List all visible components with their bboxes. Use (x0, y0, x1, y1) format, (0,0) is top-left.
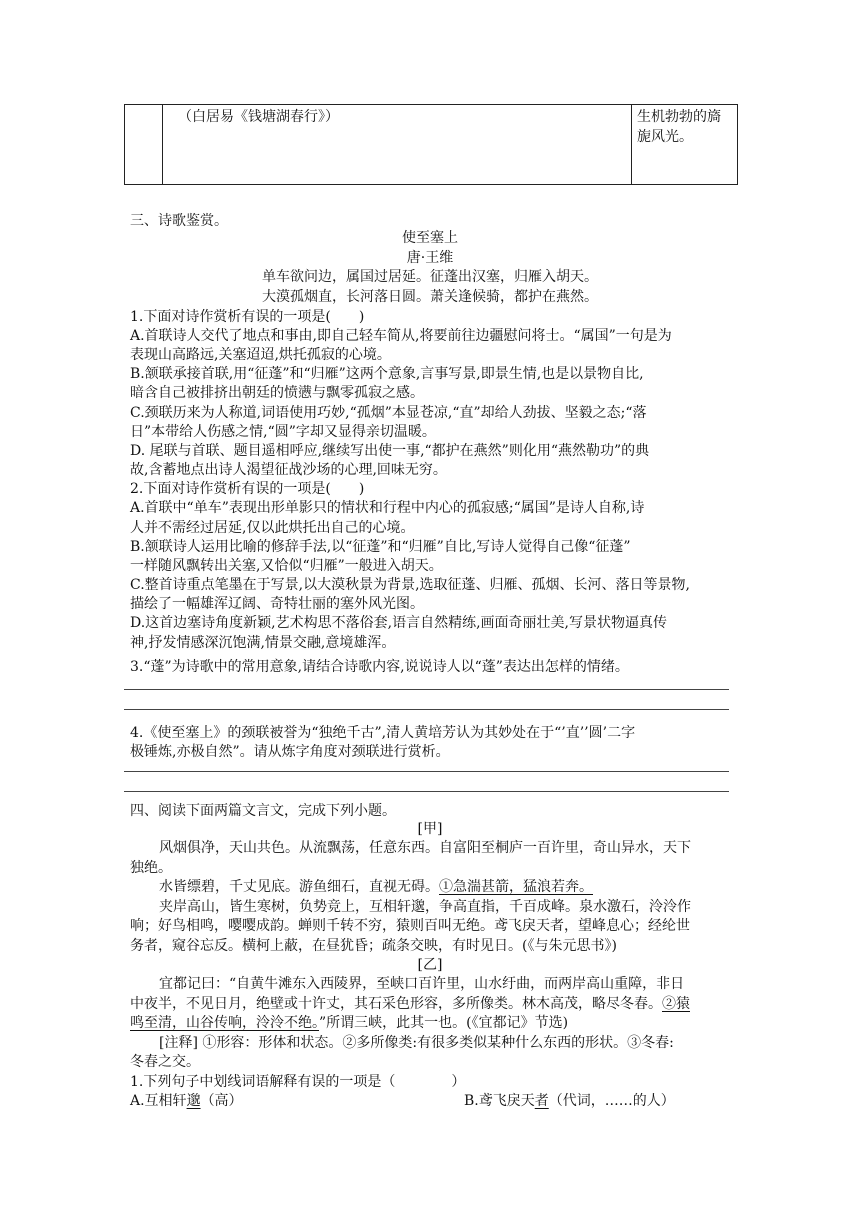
table-border-bottom (124, 184, 738, 185)
option-text: 日”本带给人伤感之情,“圆”字却又显得亲切温暖。 (130, 424, 436, 440)
question-2: 2.下面对诗作赏析有误的一项是( ) (130, 481, 365, 497)
passage-text: 风烟俱净，天山共色。从流飘荡，任意东西。自富阳至桐庐一百许里，奇山异水，天下 (159, 840, 691, 856)
poem-title: 使至塞上 (402, 230, 458, 246)
table-divider-1 (162, 104, 163, 185)
option-text: 故,含蓄地点出诗人渴望征战沙场的心理,回味无穷。 (130, 462, 447, 478)
section-heading: 三、诗歌鉴赏。 (130, 213, 228, 229)
table-divider-2 (631, 104, 632, 185)
option-text: 表现山高路远,关塞迢迢,烘托孤寂的心境。 (130, 347, 391, 363)
option-text: A.首联中“单车”表现出形单影只的情状和行程中内心的孤寂感;“属国”是诗人自称,诗 (130, 500, 645, 516)
poem-line: 大漠孤烟直，长河落日圆。萧关逢候骑，都护在燕然。 (262, 289, 598, 305)
table-border-right (737, 104, 738, 185)
passage-text: 响；好鸟相鸣，嘤嘤成韵。蝉则千转不穷，猿则百叫无绝。鸢飞戾天者，望峰息心；经纶世 (130, 918, 690, 934)
option-text: B.颔联承接首联,用“征蓬”和“归雁”这两个意象,言事写景,即景生情,也是以景物自比, (130, 366, 644, 382)
answer-line[interactable] (124, 689, 729, 690)
option-text: C.整首诗重点笔墨在于写景,以大漠秋景为背景,选取征蓬、归雁、孤烟、长河、落日等景物, (130, 577, 691, 593)
passage-text-plain: 中夜半，不见日月，绝壁或十许丈，其石采色形容，多所像类。林木高茂，略尽冬春。 (130, 996, 662, 1012)
passage-text (159, 876, 593, 896)
underlined-word: 者 (534, 1093, 549, 1109)
passage-text: 宜都记曰：“自黄牛滩东入西陵界，至峡口百许里，山水纡曲，而两岸高山重障，非日 (159, 976, 685, 992)
underlined-sentence-2-cont: 鸣至清，山谷传响，泠泠不绝。 (130, 1015, 319, 1031)
option-text: （代词，……的人） (548, 1093, 675, 1109)
annotation-note: 冬春之交。 (130, 1054, 200, 1070)
option-text: C.颈联历来为人称道,词语使用巧妙,“孤烟”本显苍凉,“直”却给人劲拔、坚毅之态;“落 (130, 405, 647, 421)
annotation-note: [注释] ①形容：形体和状态。②多所像类:有很多类似某种什么东西的形状。③冬春: (159, 1035, 674, 1051)
passage-text-plain: ”所谓三峡，此其一也。(《宜都记》节选) (319, 1015, 569, 1031)
option-text: D.这首边塞诗角度新颖,艺术构思不落俗套,语言自然精练,画面奇丽壮美,写景状物逼真传 (130, 615, 667, 631)
option-text: 暗含自己被排挤出朝廷的愤懑与飘零孤寂之感。 (130, 385, 424, 401)
option-text: 神,抒发情感深沉饱满,情景交融,意境雄浑。 (130, 635, 396, 651)
underlined-sentence-1: ①急湍甚箭，猛浪若奔。 (439, 879, 593, 895)
section-heading: 四、阅读下面两篇文言文，完成下列小题。 (130, 803, 396, 819)
underlined-word: 邈 (186, 1093, 201, 1109)
option-text: B.颔联诗人运用比喻的修辞手法,以“征蓬”和“归雁”自比,写诗人觉得自己像“征蓬” (130, 539, 631, 555)
poem-author: 唐·王维 (406, 250, 454, 266)
answer-line[interactable] (124, 791, 729, 792)
option-a (130, 1090, 243, 1110)
answer-line[interactable] (124, 709, 729, 710)
option-text: D. 尾联与首联、题目遥相呼应,继续写出使一事,“都护在燕然”则化用“燕然勒功”的典 (130, 443, 650, 459)
passage-label-yi: [乙] (417, 957, 443, 973)
question-1: 1.下面对诗作赏析有误的一项是( ) (130, 309, 365, 325)
table-cell-poem: （白居易《钱塘湖春行》） (178, 109, 339, 125)
underlined-sentence-2: ②猿 (662, 996, 690, 1012)
table-border-left (124, 104, 125, 185)
passage-text (130, 993, 690, 1013)
passage-text-plain: 水皆缥碧，千丈见底。游鱼细石，直视无碍。 (159, 879, 439, 895)
option-text: 一样随风飘转出关塞,又恰似“归雁”一般进入胡天。 (130, 558, 443, 574)
table-cell-note-line2: 旎风光。 (637, 129, 693, 145)
option-b (464, 1090, 675, 1110)
question-4: 4.《使至塞上》的颈联被誉为“独绝千古”,清人黄培芳认为其妙处在于“’直’’圆’二字 (130, 725, 636, 741)
passage-text: 夹岸高山，皆生寒树，负势竞上，互相轩邈，争高直指，千百成峰。泉水激石，泠泠作 (159, 899, 691, 915)
option-text: 描绘了一幅雄浑辽阔、奇特壮丽的塞外风光图。 (130, 596, 424, 612)
poem-line: 单车欲问边，属国过居延。征蓬出汉塞，归雁入胡天。 (262, 269, 598, 285)
option-text: （高） (200, 1093, 243, 1109)
table-cell-note-line1: 生机勃勃的旖 (637, 109, 721, 125)
option-text: A.首联诗人交代了地点和事由,即自己轻车简从,将要前往边疆慰问将士。“属国”一句是为 (130, 328, 672, 344)
passage-label-jia: [甲] (417, 821, 443, 837)
question-3: 3.“蓬”为诗歌中的常用意象,请结合诗歌内容,说说诗人以“蓬”表达出怎样的情绪。 (130, 659, 629, 675)
option-text: B.鸢飞戾天 (464, 1093, 535, 1109)
question-1: 1.下列句子中划线词语解释有误的一项是（ ） (130, 1074, 466, 1090)
option-text: 人并不需经过居延,仅以此烘托出自己的心境。 (130, 520, 415, 536)
option-text: A.互相轩 (130, 1093, 187, 1109)
passage-text: 务者，窥谷忘反。横柯上蔽，在昼犹昏；疏条交映，有时见日。(《与朱元思书》) (130, 938, 617, 954)
table-border-top (124, 104, 738, 105)
passage-text: 独绝。 (130, 860, 172, 876)
passage-text (130, 1012, 568, 1032)
answer-line[interactable] (124, 771, 729, 772)
question-4-cont: 极锤炼,亦极自然”。请从炼字角度对颈联进行赏析。 (130, 744, 450, 760)
